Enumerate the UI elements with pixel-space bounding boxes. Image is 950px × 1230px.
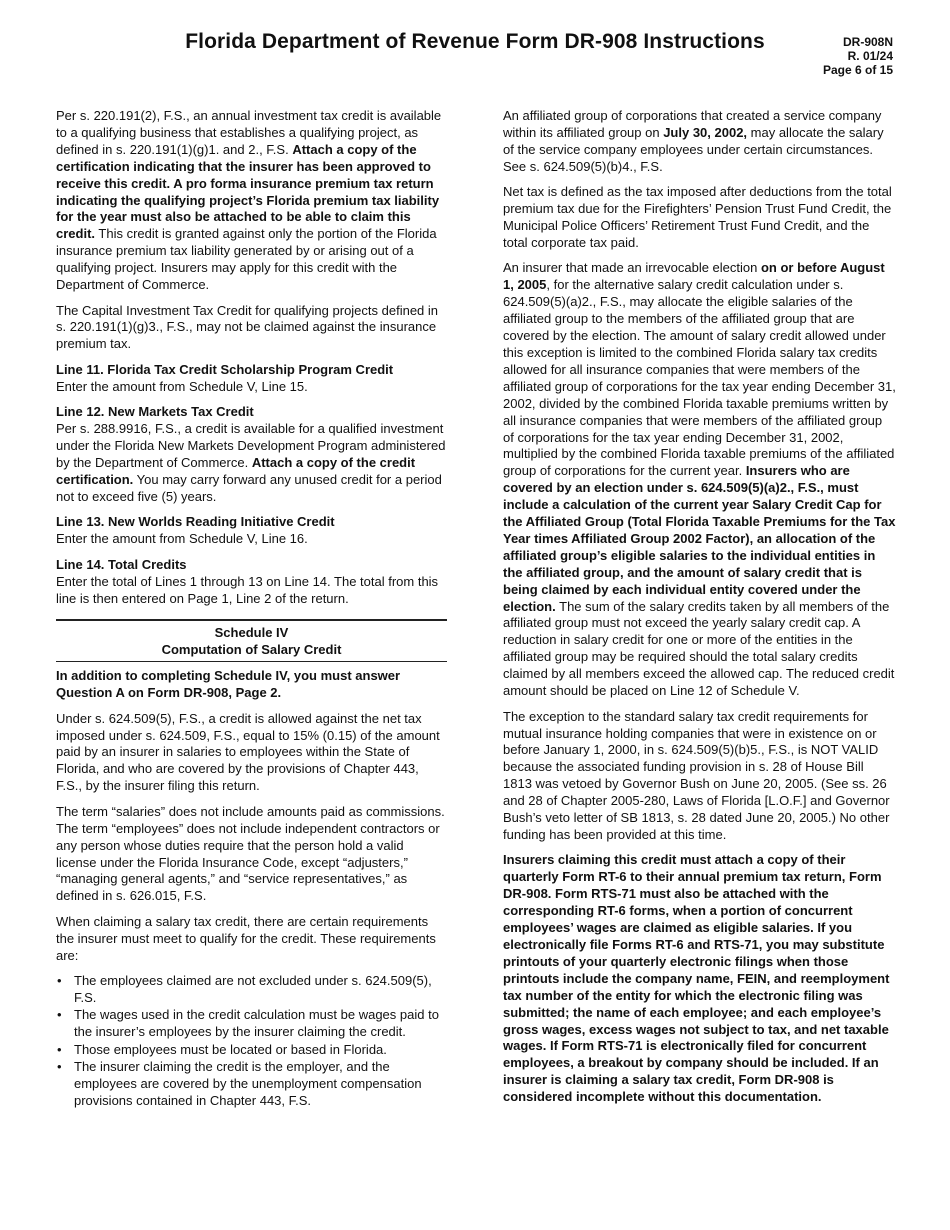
- list-item: • The employees claimed are not excluded under s. 624.509(5), F.S.: [56, 973, 447, 1007]
- text-span: , for the alternative salary credit calculation under s. 624.509(5)(a)2., F.S., may allocate the eligible salaries of the affiliated group to the members of the affiliated group that are covered by the election. The amount of salary credit allowed under this exception is limited to the combined Florida salary tax credits allowed for all insurance companies that were members of the affiliated group of corporations for the tax year ending December 31, 2002, divided by the combined Florida taxable premiums written by all insurance companies that were members of the affiliated group of corporations for the tax year ending December 31, 2002, multiplied by the combined Florida taxable premiums of the affiliated group of corporations for the current year.: [503, 277, 896, 479]
- line-14-text: Enter the total of Lines 1 through 13 on Line 14. The total from this line is then entered on Page 1, Line 2 of the return.: [56, 573, 439, 606]
- text-span: An insurer that made an irrevocable election: [503, 260, 761, 276]
- line-11-heading: Line 11. Florida Tax Credit Scholarship Program Credit: [56, 361, 394, 377]
- form-number: DR-908N: [842, 35, 893, 49]
- salaries-definition-paragraph: The term “salaries” does not include amounts paid as commissions. The term “employees” does not include independent contractors or any person whose duties require that the person hold a valid license under the Florida Insurance Code, except “adjusters,” “managing general agents,” and “service representatives,” as defined in s. 626.015, F.S.: [56, 803, 445, 904]
- schedule-subtitle: Computation of Salary Credit: [161, 642, 342, 658]
- service-company-paragraph: [503, 108, 896, 176]
- list-item: • The insurer claiming the credit is the employer, and the employees are covered by the unemployment compensation provisions contained in Chapter 443, F.S.: [56, 1059, 447, 1110]
- bold-text-span: on or before August 1, 2005: [503, 260, 885, 293]
- text-span: You may carry forward any unused credit for a period not to exceed five (5) years.: [56, 471, 442, 504]
- text-span: The sum of the salary credits taken by all members of the affiliated group must not exceed the yearly salary credit cap. A reduction in salary credit for one or more of the entities in the affiliated group may be required should the total salary credits claimed by all members exceed the allowed cap. The reduced credit amount should be placed on Line 12 of Schedule V.: [503, 598, 895, 699]
- mutual-insurance-exception-paragraph: The exception to the standard salary tax credit requirements for mutual insurance holding companies that were in existence on or before January 1, 2000, in s. 624.509(5)(b)5., F.S., is NOT VALID because the associated funding provision in s. 28 of House Bill 1813 was vetoed by Governor Bush on June 20, 2005. (See ss. 26 and 28 of Chapter 2005-280, Laws of Florida [L.O.F.] and Governor Bush’s veto letter of SB 1813, s. 28 dated June 20, 2005.) No other funding has been provided at this time.: [503, 708, 890, 842]
- bold-text-span: July 30, 2002,: [663, 124, 748, 140]
- list-item: • Those employees must be located or based in Florida.: [56, 1042, 447, 1059]
- bold-text-span: Attach a copy of the credit certification.: [56, 455, 416, 487]
- bold-text-span: Insurers who are covered by an election under s. 624.509(5)(a)2., F.S., must include a calculation of the current year Salary Credit Cap for the Affiliated Group (Total Florida Taxable Premiums for the Tax Year times Affiliated Group 2002 Factor), an allocation of the affiliated group’s eligible salaries to the individual entities in the affiliated group, and the amount of salary credit that is being claimed by each individual entity covered under the election.: [503, 463, 896, 614]
- net-tax-paragraph: Net tax is defined as the tax imposed after deductions from the total premium tax due for the Firefighters’ Pension Trust Fund Credit, the Municipal Police Officers’ Retirement Trust Fund Credit, and the total corporate tax paid.: [503, 184, 892, 250]
- text-span: Per s. 288.9916, F.S., a credit is available for a qualified investment under the Florida New Markets Development Program administered by the Department of Commerce.: [56, 421, 446, 470]
- line-12-section: [56, 404, 447, 505]
- line-11-section: [56, 362, 447, 396]
- line-14-section: [56, 557, 447, 608]
- attachment-requirements-paragraph: Insurers claiming this credit must attach a copy of their quarterly Form RT-6 to their annual premium tax return, Form DR-908. Form RTS-71 must also be attached with the corresponding RT-6 forms, when a portion of concurrent employees’ wages are claimed as eligible salaries. If you electronically file Forms RT-6 and RTS-71, you may substitute printouts of your quarterly electronic filings when those printouts include the company name, FEIN, and reemployment tax number of the entity for which the electronic filing was submitted; the name of each employee; and each employee’s gross wages, excess wages not subject to tax, and net taxable wages. If Form RTS-71 is electronically filed for concurrent employees, a breakout by company should be included. If an insurer is claiming a salary tax credit, Form DR-908 is considered incomplete without this documentation.: [503, 852, 890, 1105]
- text-span: An affiliated group of corporations that created a service company within its affiliated group on: [503, 108, 882, 140]
- bold-text-span: Attach a copy of the certification indicating that the insurer has been approved to receive this credit. A pro forma insurance premium tax return indicating the qualifying project’s Florida premium tax liability for the year must also be attached to be able to claim this credit.: [56, 141, 440, 242]
- schedule-note: In addition to completing Schedule IV, you must answer Question A on Form DR-908, Page 2.: [56, 668, 401, 701]
- text-span: may allocate the salary of the service company employees under certain circumstances. See s. 624.509(5)(b)4., F.S.: [503, 124, 884, 174]
- page-number: Page 6 of 15: [822, 63, 893, 77]
- line-11-text: Enter the amount from Schedule V, Line 15.: [56, 378, 308, 394]
- text-span: This credit is granted against only the portion of the Florida insurance premium tax liability generated by or arising out of a qualifying project. Insurers may apply for this credit with the Department of Commerce.: [56, 226, 437, 293]
- form-identifier: [823, 35, 893, 77]
- investment-tax-credit-paragraph: [56, 108, 447, 294]
- page-title: Florida Department of Revenue Form DR-908 Instructions: [185, 30, 765, 53]
- right-column: [503, 108, 896, 1106]
- form-revision: R. 01/24: [847, 49, 893, 63]
- requirements-list: [56, 973, 447, 1110]
- line-13-section: [56, 514, 447, 548]
- line-13-text: Enter the amount from Schedule V, Line 16.: [56, 531, 308, 547]
- requirements-intro-paragraph: When claiming a salary tax credit, there are certain requirements the insurer must meet to qualify for the credit. These requirements are:: [56, 913, 436, 963]
- capital-investment-paragraph: The Capital Investment Tax Credit for qualifying projects defined in s. 220.191(1)(g)3., F.S., may not be claimed against the insurance premium tax.: [56, 302, 439, 352]
- text-span: Per s. 220.191(2), F.S., an annual investment tax credit is available to a qualifying business that establishes a qualifying project, as defined in s. 220.191(1)(g)1. and 2., F.S.: [56, 108, 442, 157]
- irrevocable-election-paragraph: [503, 260, 896, 700]
- schedule-iv-header: [56, 619, 447, 662]
- salary-credit-paragraph: Under s. 624.509(5), F.S., a credit is allowed against the net tax imposed under s. 624.509, F.S., equal to 15% (0.15) of the amount paid by an insurer in salaries to employees within the State of Florida, and who are covered by the provisions of Chapter 443, F.S., by the insurer filing this return.: [56, 710, 440, 794]
- line-13-heading: Line 13. New Worlds Reading Initiative Credit: [56, 514, 335, 530]
- left-column: [56, 108, 447, 1110]
- list-item: • The wages used in the credit calculation must be wages paid to the insurer’s employees by the insurer claiming the credit.: [56, 1007, 447, 1041]
- schedule-title: Schedule IV: [214, 625, 289, 641]
- line-14-heading: Line 14. Total Credits: [56, 556, 187, 572]
- line-12-heading: Line 12. New Markets Tax Credit: [56, 404, 254, 420]
